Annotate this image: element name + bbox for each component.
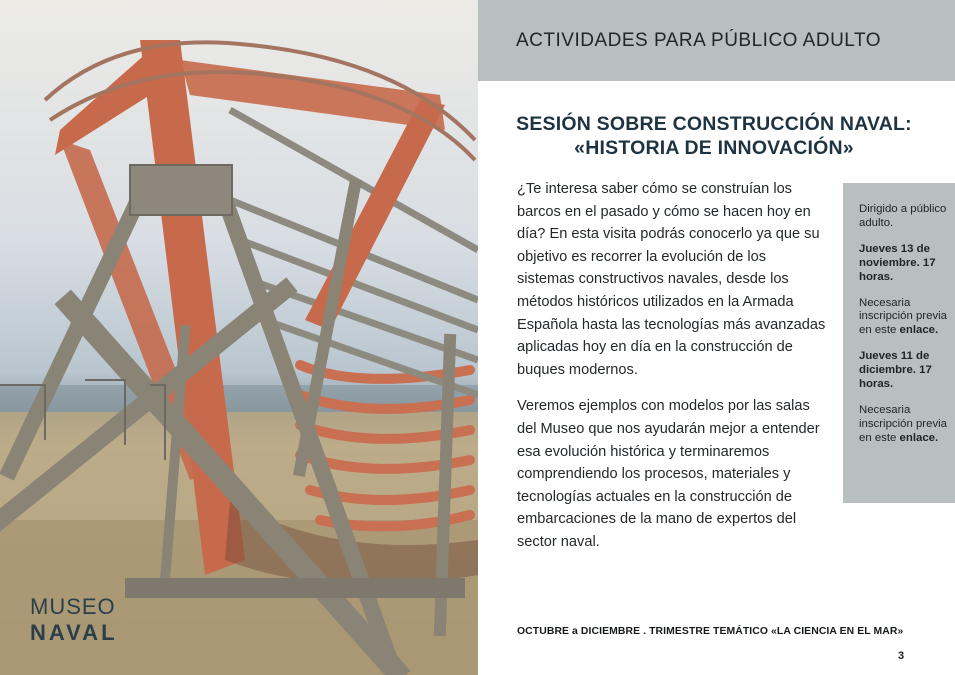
session-title-line1: SESIÓN SOBRE CONSTRUCCIÓN NAVAL: [516,113,912,135]
session-date-1 [859,243,947,285]
section-header-bar [478,0,955,81]
page-number: 3 [898,650,905,662]
registration-note-2 [859,404,947,446]
registration-link-1[interactable]: enlace. [899,324,939,337]
description-paragraph-1: ¿Te interesa saber cómo se construían los barcos en el pasado y cómo se hacen hoy en día? En esta visita podrás conocerlo ya que su objetivo es recorrer la evolución de los sistemas constructivos navales, desde los métodos históricos utilizados en la Armada Española hasta las tecnologías más avanzadas aplicadas hoy en día en la construcción de buques modernos. [517,181,826,378]
session-date-1-text: Jueves 13 de noviembre. 17 horas. [859,242,936,283]
museo-naval-logo [30,596,118,646]
session-description [517,178,827,554]
registration-text-2: Necesaria inscripción previa en este [859,403,947,444]
session-date-2 [859,350,947,392]
schedule-info-box [843,183,955,503]
thematic-footer: OCTUBRE a DICIEMBRE . TRIMESTRE TEMÁTICO «LA CIENCIA EN EL MAR» [517,626,904,637]
description-paragraph-2: Veremos ejemplos con modelos por las salas del Museo que nos ayudarán mejor a entender esa evolución histórica y terminaremos comprendiendo los procesos, materiales y tecnologías actuales en la construcción de embarcaciones de la mano de expertos del sector naval. [517,398,820,550]
registration-note-1 [859,297,947,339]
section-title: ACTIVIDADES PARA PÚBLICO ADULTO [516,30,881,51]
session-title-line2: «HISTORIA DE INNOVACIÓN» [574,137,854,159]
registration-link-2[interactable]: enlace. [899,431,939,444]
audience-note: Dirigido a público adulto. [859,203,947,229]
registration-text-1: Necesaria inscripción previa en este [859,296,947,337]
session-title [478,112,950,160]
logo-line-naval: NAVAL [30,620,118,645]
session-date-2-text: Jueves 11 de diciembre. 17 horas. [859,350,932,391]
logo-line-museo: MUSEO [30,594,116,619]
